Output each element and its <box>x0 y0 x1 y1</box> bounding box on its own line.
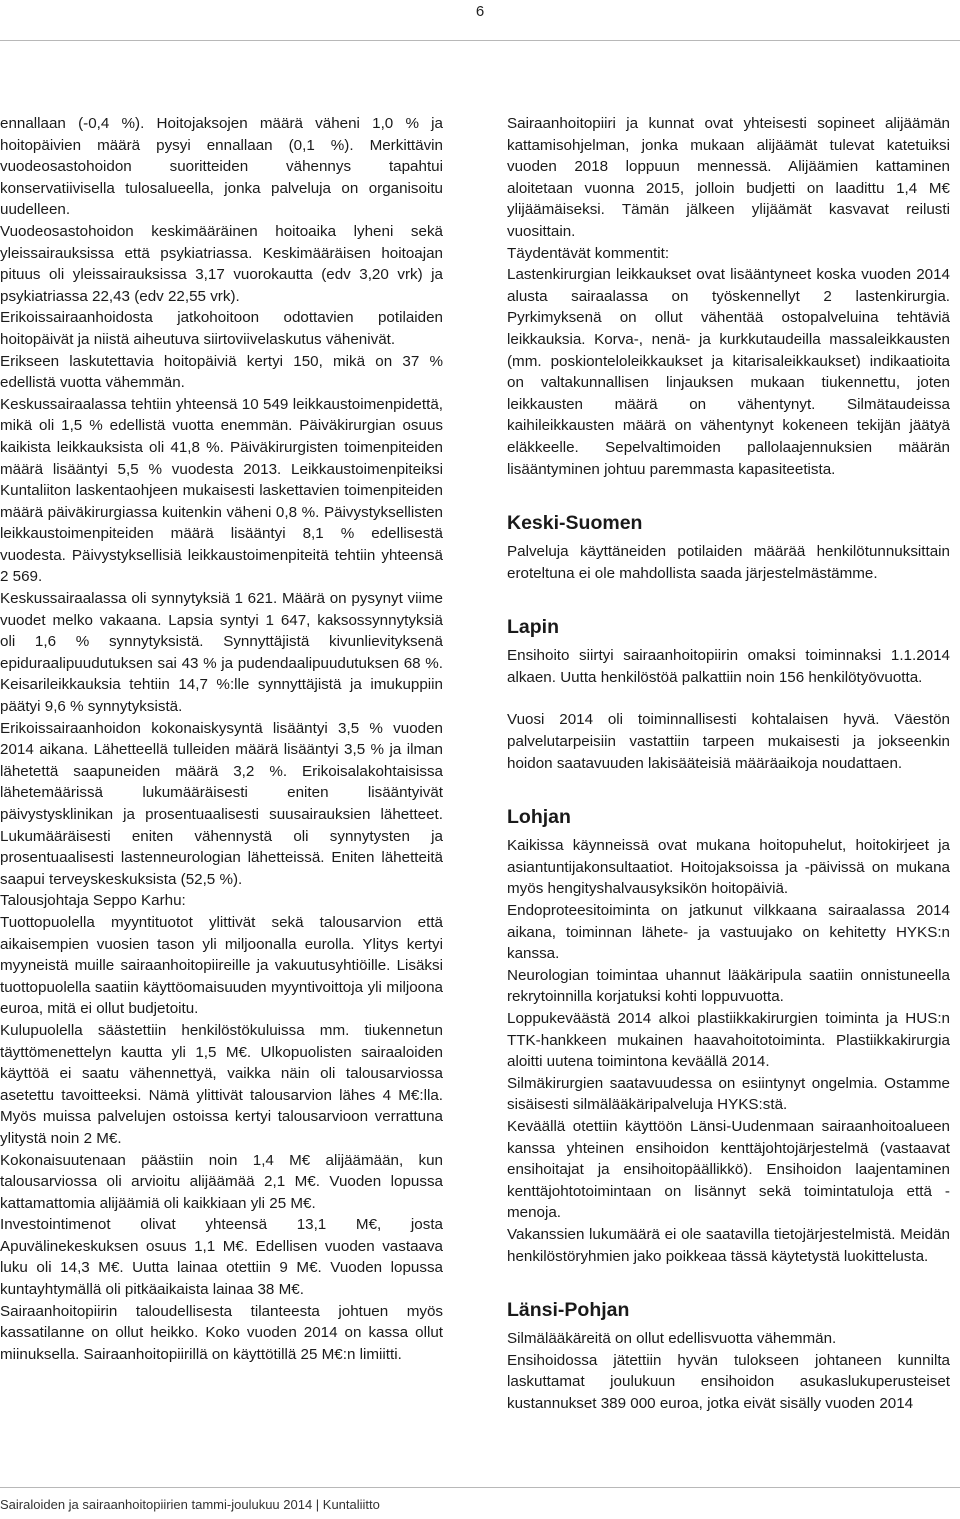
body-paragraph: Sairaanhoitopiirin taloudellisesta tilanteesta johtuen myös kassatilanne on ollut heikko. Koko vuoden 2014 on kassa ollut miinuksella. Sairaanhoitopiirillä on käyttötillä 25 M€:n limiitti. <box>0 1302 443 1363</box>
body-paragraph: Neurologian toimintaa uhannut lääkäripula saatiin onnistuneella rekrytoinnilla korjatuksi kohti loppuvuotta. <box>507 966 950 1006</box>
right-column <box>507 113 950 1415</box>
section-heading-lapin: Lapin <box>507 616 559 639</box>
header-rule <box>0 40 960 41</box>
body-paragraph: Erikoissairaanhoidosta jatkohoitoon odottavien potilaiden hoitopäivät ja niistä aiheutuva siirtoviivelaskutus vähenivät. <box>0 309 443 348</box>
section-heading-lansi-pohjan: Länsi-Pohjan <box>507 1299 630 1322</box>
body-paragraph: Keskussairaalassa tehtiin yhteensä 10 549 leikkaustoimenpidettä, mikä oli 1,5 % edellistä vuotta enemmän. Päiväkirurgian osuus kaikista leikkauksista oli 41,8 %. Päiväkirurgisten toimenpiteiden määrä lisääntyi 5,5 % vuodesta 2013. Leikkaustoimenpiteiksi Kuntaliiton laskentaohjeen mukaisesti laskettavien toimenpiteiden määrä päiväkirurgiassa kuitenkin väheni 0,8 %. Päivystyksellisten leikkaustoimenpiteiden määrä lisääntyi 8,1 % edellisestä vuodesta. Päivystyksellisiä leikkaustoimenpiteitä tehtiin yhteensä 2 569. <box>0 395 443 586</box>
body-paragraph: Erikoissairaanhoidon kokonaiskysyntä lisääntyi 3,5 % vuoden 2014 aikana. Lähetteellä tulleiden määrä lisääntyi 3,5 % ja ilman lähetettä saapuneiden määrä 3,2 %. Erikoisalakohtaisissa lähetemäärissä lukumääräisesti eniten lisääntyivät päivystysklinikan ja prosentuaalisesti suusairauksien lähetteet. Lukumääräisesti eniten vähennystä oli synnytysten ja prosentuaalisesti lastenneurologian lähetteissä. Eniten lähetteitä saapui terveyskeskuksista (52,5 %). <box>0 719 443 888</box>
body-paragraph: Kokonaisuutenaan päästiin noin 1,4 M€ alijäämään, kun talousarviossa oli arvioitu alijäämää 2,1 M€. Vuoden lopussa kattamattomia alijäämiä oli kaikkiaan yli 25 M€. <box>0 1151 443 1212</box>
body-paragraph: Täydentävät kommentit: <box>507 244 670 262</box>
body-paragraph: Silmälääkäreitä on ollut edellisvuotta vähemmän. <box>507 1330 837 1348</box>
body-paragraph: Lastenkirurgian leikkaukset ovat lisääntyneet koska vuoden 2014 alusta sairaalassa on työskennellyt 2 lastenkirurgia. Pyrkimyksenä on ollut vähentää ostopalveluina tehtäviä leikkauksia. Korva-, nenä- ja kurkkutaudeilla massaleikkausten (mm. poskionteloleikkaukset ja kitarisaleikkaukset) indikaatioita on valtakunnallisen linjauksen mukaan tiukennettu, joten leikkausten määrä on vähentynyt. Silmätaudeissa kaihileikkausten määrä on vähentynyt kokeneen tekijän jäätyä eläkkeelle. Sepelvaltimoiden pallolaajennuksien määrän lisääntyminen johtuu paremmasta kapasiteetista. <box>507 266 950 478</box>
body-paragraph: Ensihoidossa jätettiin hyvän tulokseen johtaneen kunnilta laskuttamat joulukuun ensihoidon asukaslukuperusteiset kustannukset 389 000 euroa, jotka eivät sisälly vuoden 2014 <box>507 1351 950 1412</box>
body-paragraph: Vakanssien lukumäärä ei ole saatavilla tietojärjestelmistä. Meidän henkilöstöryhmien jako poikkeaa tässä käytetystä luokittelusta. <box>507 1225 950 1265</box>
body-paragraph: Keväällä otettiin käyttöön Länsi-Uudenmaan sairaanhoitoalueen kanssa yhteinen ensihoidon kenttäjohtojärjestelmä (vastaavat ensihoitajat ja ensihoitopäällikkö). Ensihoidon laajentaminen kenttäjohtotoimintaan on lisännyt sekä toimintatuloja että -menoja. <box>507 1117 950 1222</box>
section-heading-keski-suomen: Keski-Suomen <box>507 512 643 535</box>
body-paragraph: Sairaanhoitopiiri ja kunnat ovat yhteisesti sopineet alijäämän kattamisohjelman, jonka mukaan alijäämät tulevat katetuiksi vuoden 2018 loppuun mennessä. Alijäämien kattaminen aloitetaan vuonna 2015, jolloin budjetti on laadittu 1,4 M€ ylijäämäiseksi. Tämän jälkeen ylijäämät kasvavat reilusti vuosittain. <box>507 115 950 240</box>
footer-rule <box>0 1487 960 1488</box>
page-number: 6 <box>475 3 485 20</box>
body-paragraph: Ensihoito siirtyi sairaanhoitopiirin omaksi toiminnaksi 1.1.2014 alkaen. Uutta henkilöstöä palkattiin noin 156 henkilötyövuotta. <box>507 647 950 686</box>
body-paragraph: Kaikissa käynneissä ovat mukana hoitopuhelut, hoitokirjeet ja asiantuntijakonsultaatiot. Hoitojaksoissa ja -päivissä on mukana myös hengityshalvausyksikön hoitopäiviä. <box>507 837 950 898</box>
body-paragraph: Silmäkirurgien saatavuudessa on esiintynyt ongelmia. Ostamme sisäisesti silmälääkäripalveluja HYKS:stä. <box>507 1074 950 1114</box>
body-paragraph: ennallaan (-0,4 %). Hoitojaksojen määrä väheni 1,0 % ja hoitopäivien määrä pysyi ennallaan (0,1 %). Merkittävin vuodeosastohoidon suoritteiden vähennys tapahtui konservatiivisella tulosalueella, jonka palveluja on organisoitu uudelleen. <box>0 115 443 219</box>
body-paragraph: Kulupuolella säästettiin henkilöstökuluissa mm. tiukennetun täyttömenettelyn kautta yli 1,5 M€. Ulkopuolisten sairaaloiden käyttöä ei saatu vähennettyä, vaikka näin oli talousarviossa asetettu tavoitteeksi. Nämä ylittivät talousarvion lähes 4 M€:lla. Myös muissa palvelujen ostoissa kertyi talousarvioon verrattuna ylitystä noin 2 M€. <box>0 1021 443 1147</box>
body-paragraph: Keskussairaalassa oli synnytyksiä 1 621. Määrä on pysynyt viime vuodet melko vakaana. Lapsia syntyi 1 647, kaksossynnytyksiä oli 1,6 % synnytyksistä. Synnyttäjistä kivunlievityksenä epiduraalipuudutuksen sai 43 % ja pudendaalipuudutuksen 68 %. Keisarileikkauksia tehtiin 14,7 %:lle synnyttäjistä ja imukuppiin päätyi 9,6 % synnytyksistä. <box>0 590 443 716</box>
section-heading-lohjan: Lohjan <box>507 806 571 829</box>
body-paragraph: Vuosi 2014 oli toiminnallisesti kohtalaisen hyvä. Väestön palvelutarpeisiin vastattiin tarpeen mukaisesti ja jokseenkin hoidon saatavuuden lakisääteisiä määräaikoja noudattaen. <box>507 711 950 772</box>
body-paragraph: Loppukeväästä 2014 alkoi plastiikkakirurgien toiminta ja HUS:n TTK-hankkeen mukainen haavahoitotoiminta. Plastiikkakirurgia aloitti uutena toimintona keväällä 2014. <box>507 1010 950 1071</box>
body-paragraph: Vuodeosastohoidon keskimääräinen hoitoaika lyheni sekä yleissairauksissa että psykiatriassa. Keskimääräisen hoitoajan pituus oli yleissairauksissa 3,17 vuorokautta (edv 3,20 vrk) ja psykiatriassa 22,43 (edv 22,55 vrk). <box>0 222 443 305</box>
footer-text: Sairaloiden ja sairaanhoitopiirien tammi-joulukuu 2014 | Kuntaliitto <box>0 1497 380 1512</box>
left-column <box>0 113 443 1365</box>
body-paragraph: Palveluja käyttäneiden potilaiden määrää henkilötunnuksittain eroteltuna ei ole mahdollista saada järjestelmästämme. <box>507 543 950 582</box>
body-paragraph: Talousjohtaja Seppo Karhu: <box>0 892 186 910</box>
body-paragraph: Tuottopuolella myyntituotot ylittivät sekä talousarvion että aikaisempien vuosien tason yli miljoonalla eurolla. Ylitys kertyi myyneistä muille sairaanhoitopiireille ja vakuutusyhtiöille. Lisäksi tuottopuolella saatiin käyttöomaisuuden myyntivoittoja yli miljoona euroa, mitä ei ollut budjetoitu. <box>0 913 443 1018</box>
body-paragraph: Investointimenot olivat yhteensä 13,1 M€, josta Apuvälinekeskuksen osuus 1,1 M€. Edellisen vuoden vastaava luku oli 14,3 M€. Uutta lainaa otettiin 9 M€. Vuoden lopussa kuntayhtymällä oli pitkäaikaista lainaa 38 M€. <box>0 1216 443 1299</box>
body-paragraph: Endoproteesitoiminta on jatkunut vilkkaana sairaalassa 2014 aikana, toiminnan lähete- ja vastuujako on kehitetty HYKS:n kanssa. <box>507 902 950 963</box>
body-paragraph: Erikseen laskutettavia hoitopäiviä kertyi 150, mikä on 37 % edellistä vuotta vähemmän. <box>0 352 443 392</box>
